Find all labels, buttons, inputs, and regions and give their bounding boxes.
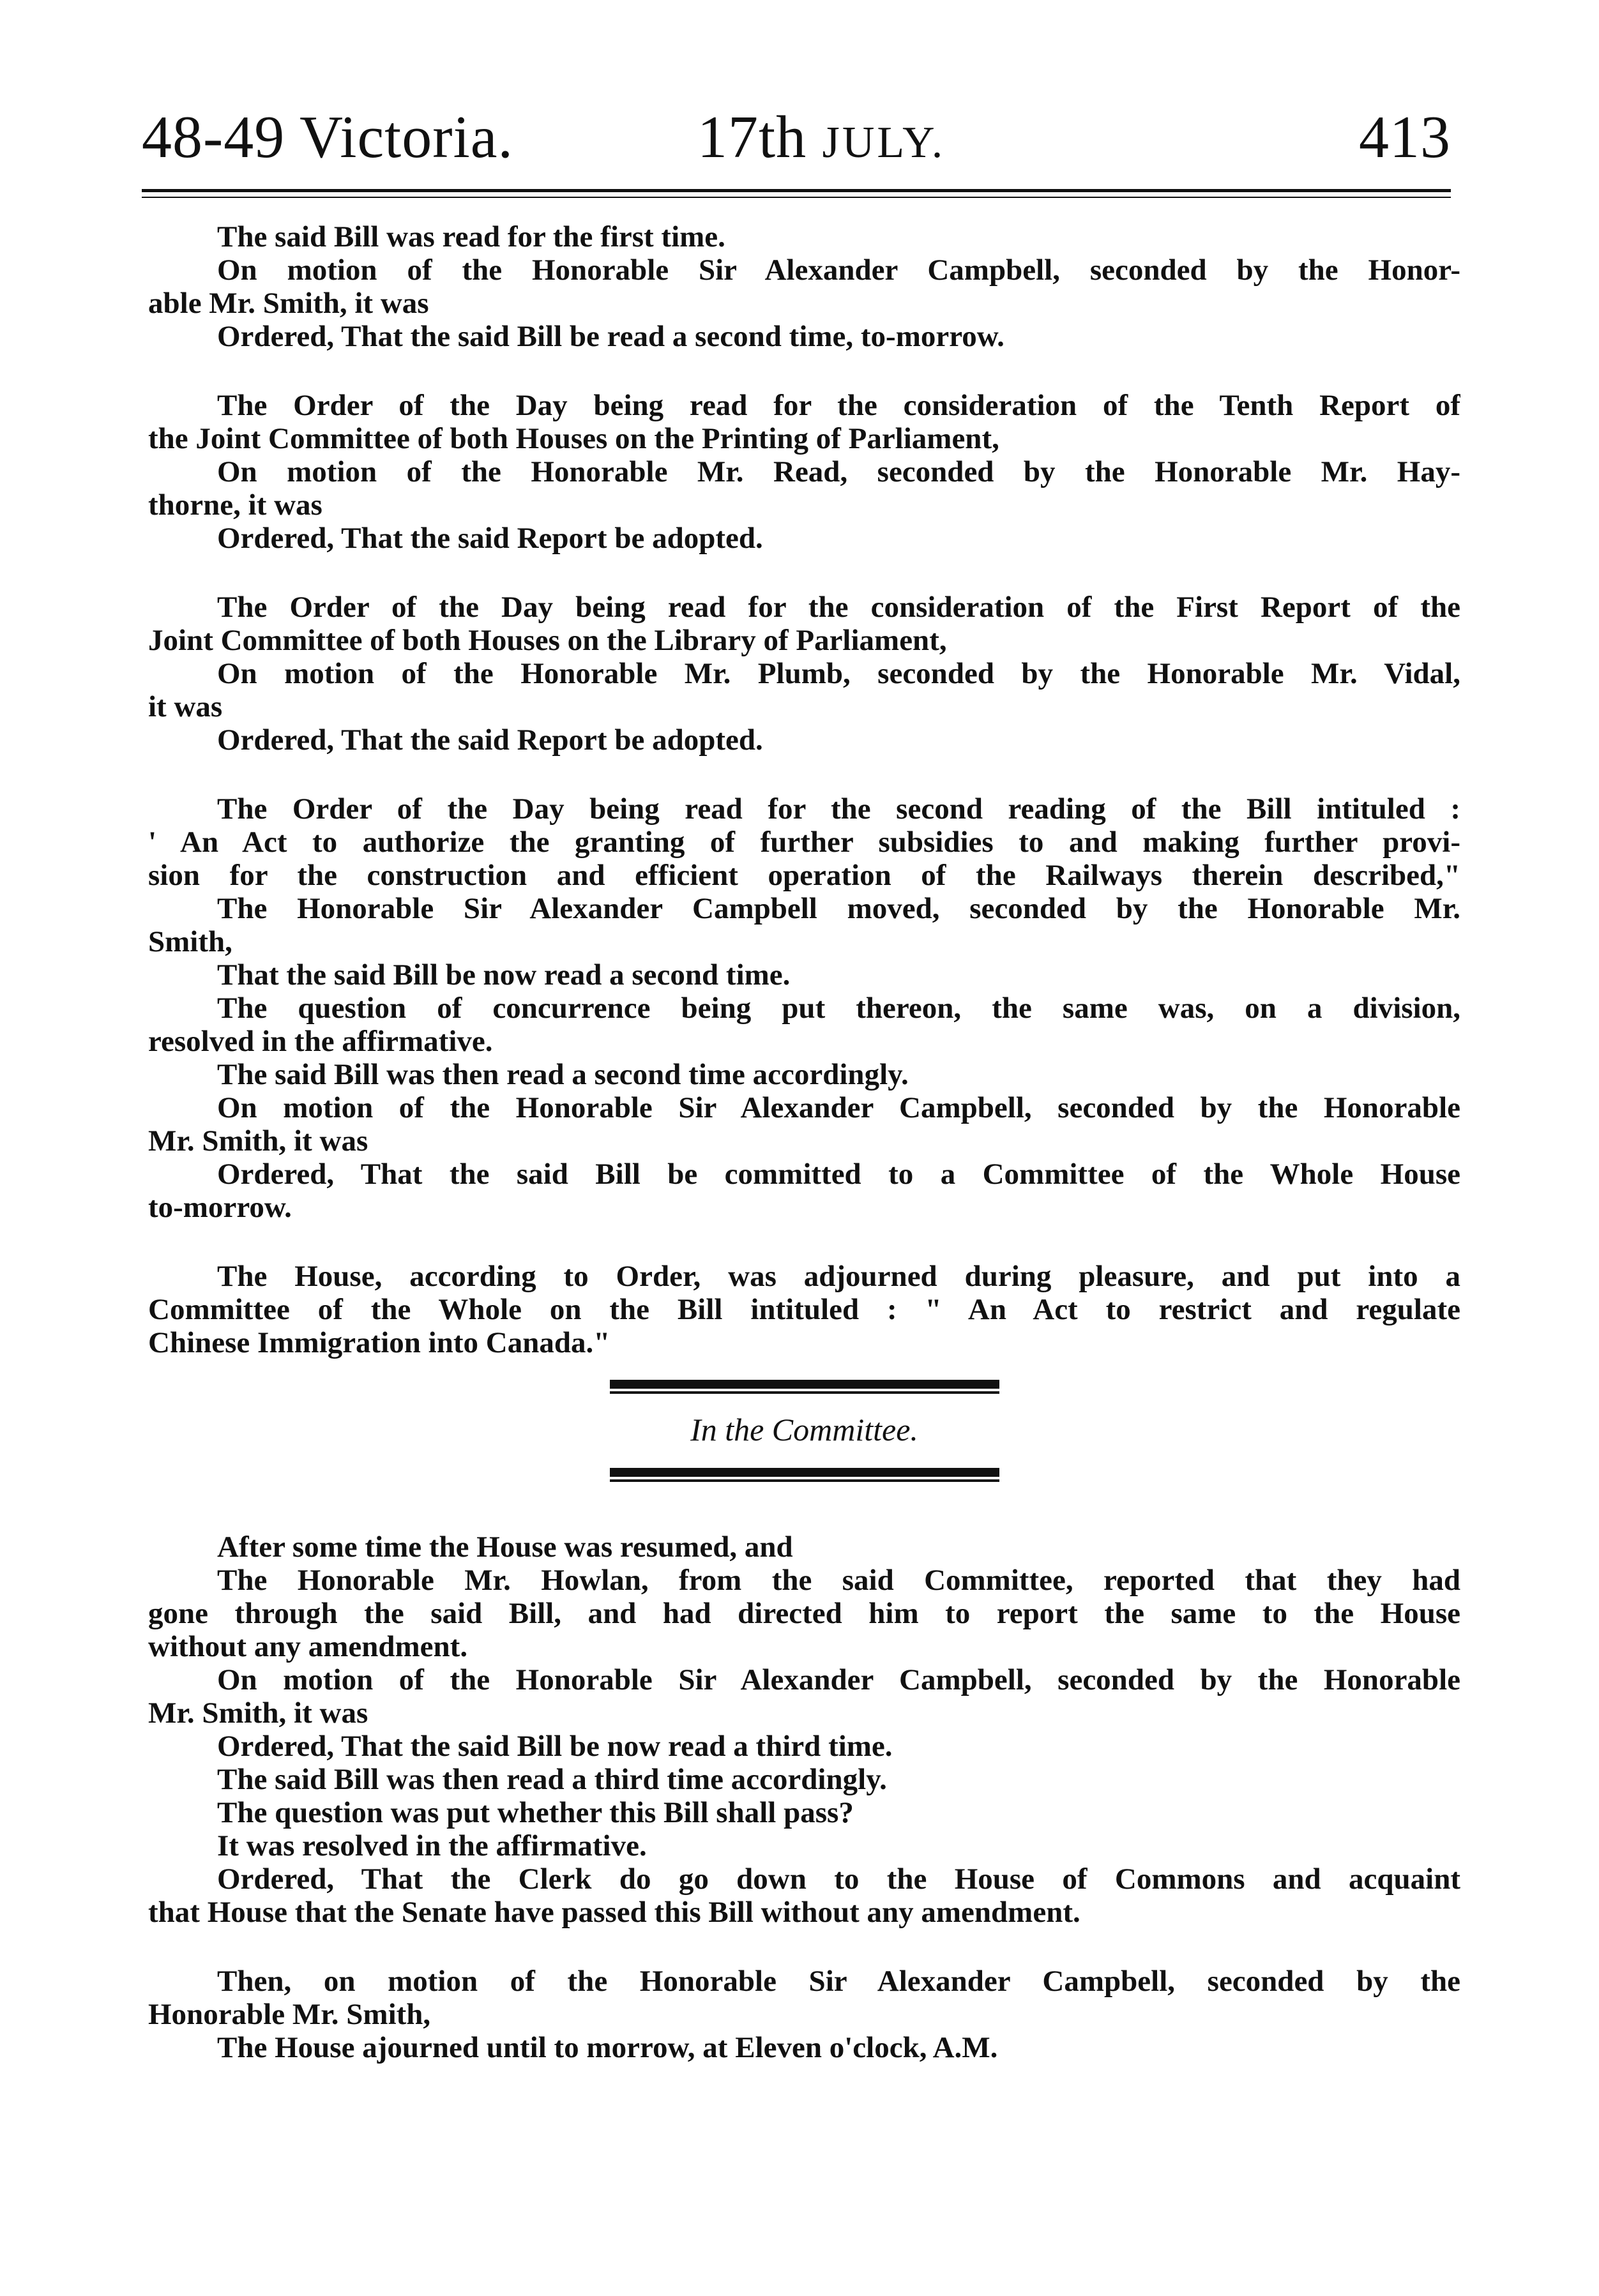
text-line: Then, on motion of the Honorable Sir Alexander Campbell, seconded by the: [217, 1965, 1460, 1998]
text-line: The said Bill was read for the first time.: [217, 220, 725, 253]
text-line: Ordered, That the said Bill be read a second time, to-morrow.: [217, 320, 1004, 353]
text-line: The question was put whether this Bill shall pass?: [217, 1796, 854, 1829]
text-line: The Honorable Mr. Howlan, from the said Committee, reported that they had: [217, 1564, 1460, 1597]
text-line: that House that the Senate have passed this Bill without any amendment.: [148, 1896, 1080, 1929]
text-line: The said Bill was then read a third time accordingly.: [217, 1763, 887, 1796]
text-line: After some time the House was resumed, and: [217, 1530, 793, 1564]
text-line: Smith,: [148, 925, 232, 958]
text-line: On motion of the Honorable Mr. Read, seconded by the Honorable Mr. Hay-: [217, 455, 1460, 488]
paragraph-first-report: [148, 591, 1460, 757]
text-line: resolved in the affirmative.: [148, 1025, 493, 1058]
text-line: sion for the construction and efficient operation of the Railways therein described,": [148, 859, 1460, 892]
text-line: the Joint Committee of both Houses on the Printing of Parliament,: [148, 422, 999, 455]
text-line: On motion of the Honorable Sir Alexander Campbell, seconded by the Honorable: [217, 1663, 1460, 1696]
text-line: On motion of the Honorable Sir Alexander Campbell, seconded by the Honor-: [217, 253, 1460, 287]
text-line: Chinese Immigration into Canada.": [148, 1326, 610, 1359]
text-line: Ordered, That the said Report be adopted.: [217, 723, 763, 757]
text-line: The Order of the Day being read for the consideration of the Tenth Report of: [217, 389, 1460, 422]
paragraph-adjournment: [148, 1965, 1460, 2064]
text-line: That the said Bill be now read a second time.: [217, 958, 791, 992]
running-header: [142, 96, 1451, 179]
text-line: able Mr. Smith, it was: [148, 287, 429, 320]
header-month: JULY.: [822, 118, 946, 167]
text-line: On motion of the Honorable Mr. Plumb, seconded by the Honorable Mr. Vidal,: [217, 657, 1460, 690]
header-day: 17th: [697, 104, 807, 170]
page-number: 413: [1359, 104, 1451, 170]
text-line: On motion of the Honorable Sir Alexander Campbell, seconded by the Honorable: [217, 1091, 1460, 1124]
paragraph-committee-report: [148, 1530, 1460, 1929]
journal-body: [148, 220, 1460, 2100]
header-session: 48-49 Victoria.: [142, 104, 513, 170]
text-line: The Order of the Day being read for the second reading of the Bill intituled :: [217, 792, 1460, 826]
text-line: Committee of the Whole on the Bill intituled : " An Act to restrict and regulate: [148, 1293, 1460, 1326]
text-line: ' An Act to authorize the granting of further subsidies to and making further provi-: [148, 826, 1460, 859]
paragraph-railways-bill: [148, 792, 1460, 1224]
text-line: It was resolved in the affirmative.: [217, 1829, 647, 1862]
text-line: The Honorable Sir Alexander Campbell moved, seconded by the Honorable Mr.: [217, 892, 1460, 925]
text-line: The House ajourned until to morrow, at Eleven o'clock, A.M.: [217, 2031, 998, 2064]
text-line: Ordered, That the said Report be adopted.: [217, 522, 763, 555]
text-line: The House, according to Order, was adjourned during pleasure, and put into a: [217, 1260, 1460, 1293]
text-line: Honorable Mr. Smith,: [148, 1998, 431, 2031]
text-line: Ordered, That the said Bill be committed to a Committee of the Whole House: [217, 1158, 1460, 1191]
text-line: Ordered, That the said Bill be now read a third time.: [217, 1730, 893, 1763]
header-date: [697, 96, 945, 185]
text-line: gone through the said Bill, and had directed him to report the same to the House: [148, 1597, 1460, 1630]
paragraph-chinese-immigration: [148, 1260, 1460, 1359]
text-line: The said Bill was then read a second time accordingly.: [217, 1058, 909, 1091]
text-line: Mr. Smith, it was: [148, 1124, 368, 1158]
heading-rule-bottom: [610, 1468, 999, 1479]
text-line: The Order of the Day being read for the consideration of the First Report of the: [217, 591, 1460, 624]
text-line: to-morrow.: [148, 1191, 292, 1224]
text-line: Ordered, That the Clerk do go down to the House of Commons and acquaint: [217, 1862, 1460, 1896]
text-line: thorne, it was: [148, 488, 322, 522]
text-line: Joint Committee of both Houses on the Library of Parliament,: [148, 624, 947, 657]
committee-heading: In the Committee.: [690, 1412, 918, 1447]
text-line: The question of concurrence being put thereon, the same was, on a division,: [217, 992, 1460, 1025]
header-rule: [142, 189, 1451, 198]
committee-section-heading: [148, 1380, 1460, 1479]
text-line: Mr. Smith, it was: [148, 1696, 368, 1730]
heading-rule-top: [610, 1380, 999, 1391]
text-line: without any amendment.: [148, 1630, 468, 1663]
paragraph-tenth-report: [148, 389, 1460, 555]
paragraph-first-reading: [148, 220, 1460, 353]
text-line: it was: [148, 690, 223, 723]
